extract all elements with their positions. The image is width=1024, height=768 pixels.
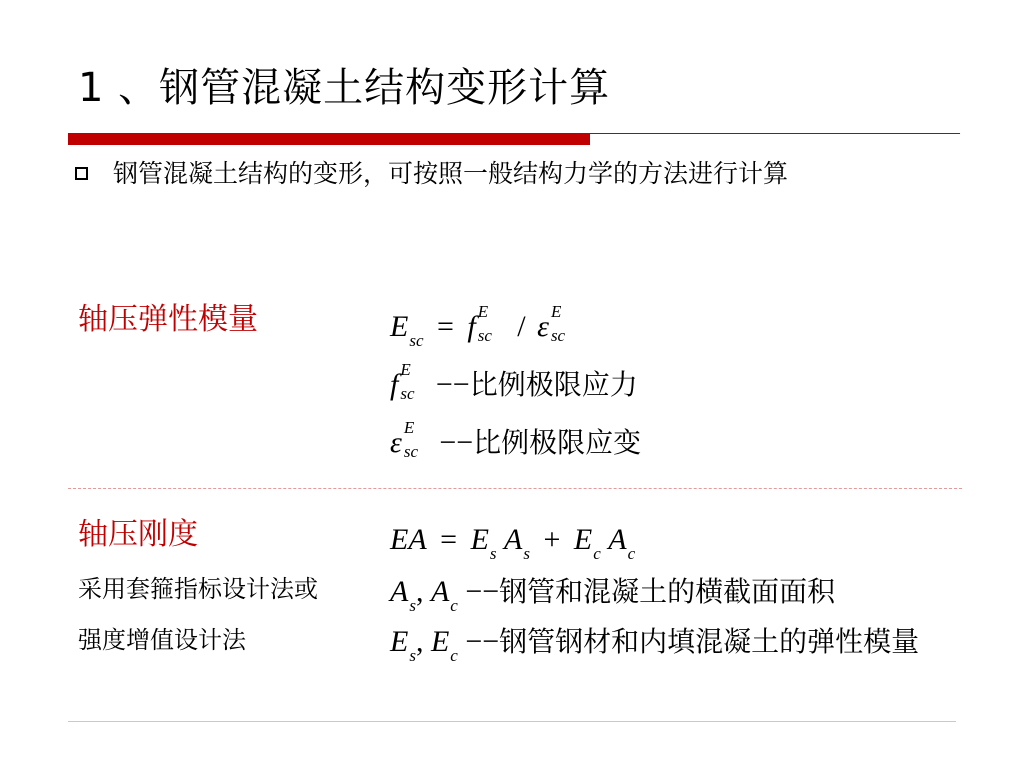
square-bullet-icon — [75, 167, 88, 180]
equals-sign: = — [440, 523, 458, 556]
subscript-s: s — [409, 646, 416, 665]
comma: , — [415, 625, 424, 658]
definition-text: 比例极限应力 — [469, 368, 638, 401]
bullet-text: 钢管混凝土结构的变形，可按照一般结构力学的方法进行计算 — [113, 159, 789, 188]
symbol-A: A — [504, 523, 523, 556]
subscript-s: s — [409, 596, 416, 615]
symbol-E: E — [430, 625, 450, 658]
symbol-EA: EA — [390, 523, 427, 556]
subscript-c: c — [450, 596, 458, 615]
subscript-sc: sc — [403, 442, 418, 461]
subscript-sc: sc — [550, 326, 566, 345]
heading-axial-modulus: 轴压弹性模量 — [78, 302, 258, 337]
dash: −− — [439, 426, 474, 459]
section-divider — [68, 488, 962, 489]
symbol-E: E — [470, 523, 489, 556]
equals-sign: = — [437, 310, 454, 343]
subscript-s: s — [523, 544, 530, 563]
definition-moduli — [390, 622, 919, 666]
method-note-line1: 采用套箍指标设计法或 — [78, 575, 318, 603]
superscript-E: E — [403, 418, 415, 437]
sup-sub-E-sc — [549, 302, 579, 345]
slide-title: 1 、钢管混凝土结构变形计算 — [78, 65, 611, 111]
definition-text: 钢管和混凝土的横截面面积 — [499, 575, 836, 608]
sup-sub-E-sc — [398, 360, 428, 403]
method-note-line2: 强度增值设计法 — [78, 626, 246, 654]
superscript-E: E — [477, 302, 489, 321]
plus-sign: + — [543, 523, 561, 556]
divide-slash: / — [517, 310, 526, 343]
symbol-A: A — [390, 575, 409, 608]
definition-text: 比例极限应变 — [473, 426, 642, 459]
subscript-sc: sc — [409, 331, 424, 350]
superscript-E: E — [550, 302, 562, 321]
equation-modulus — [390, 302, 579, 351]
subscript-c: c — [450, 646, 458, 665]
definition-text: 钢管钢材和内填混凝土的弹性模量 — [499, 625, 920, 658]
dash: −− — [465, 575, 500, 608]
symbol-A: A — [608, 523, 627, 556]
subscript-sc: sc — [400, 384, 415, 403]
dash: −− — [435, 368, 470, 401]
heading-axial-stiffness: 轴压刚度 — [78, 517, 198, 552]
sup-sub-E-sc — [476, 302, 506, 345]
symbol-f: f — [390, 368, 399, 401]
footer-divider — [68, 721, 956, 722]
subscript-c: c — [593, 544, 601, 563]
dash: −− — [465, 625, 500, 658]
symbol-epsilon: ε — [390, 426, 402, 459]
sup-sub-E-sc — [402, 418, 432, 461]
symbol-epsilon: ε — [537, 310, 549, 343]
definition-areas — [390, 572, 835, 616]
symbol-E: E — [573, 523, 593, 556]
equation-stiffness — [390, 520, 635, 564]
symbol-E: E — [390, 625, 409, 658]
subscript-c: c — [627, 544, 636, 563]
definition-proportional-stress — [390, 360, 638, 405]
definition-proportional-strain — [390, 418, 642, 463]
subscript-s: s — [489, 544, 497, 563]
symbol-E: E — [390, 310, 409, 343]
symbol-A: A — [430, 575, 450, 608]
title-underline-thick — [68, 134, 590, 145]
symbol-f: f — [467, 310, 476, 343]
subscript-sc: sc — [477, 326, 492, 345]
superscript-E: E — [400, 360, 411, 379]
comma: , — [415, 575, 424, 608]
